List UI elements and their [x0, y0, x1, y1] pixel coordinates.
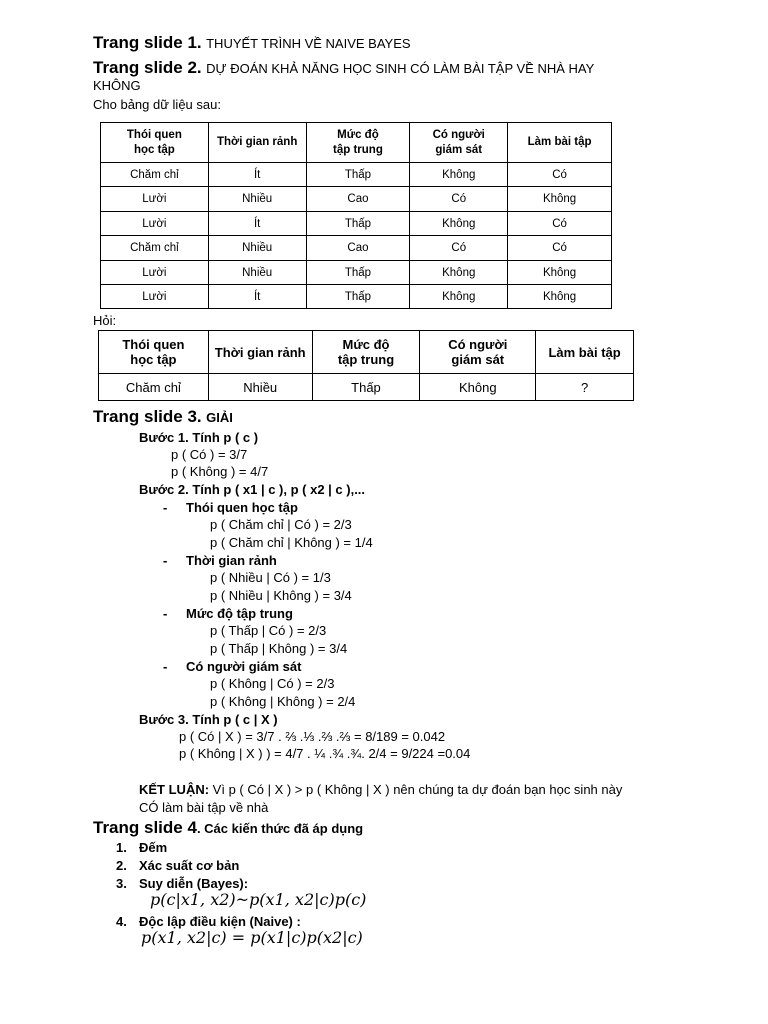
bullet-dash: - [163, 606, 168, 621]
slide3-heading [93, 407, 233, 427]
conclusion-text-cont: CÓ làm bài tập về nhà [139, 800, 269, 815]
column-header-text: Thói quen [122, 337, 185, 352]
table-cell: Có [410, 187, 508, 212]
table-row [101, 285, 612, 309]
column-header [306, 123, 410, 163]
table-row [101, 212, 612, 236]
item-number: 2. [116, 858, 127, 873]
table-cell: Cao [306, 236, 410, 261]
item-number: 3. [116, 876, 127, 891]
step1-line: p ( Có ) = 3/7 [171, 447, 248, 462]
column-header-text: học tập [133, 143, 175, 156]
table-cell: Không [508, 261, 612, 285]
column-header [410, 123, 508, 163]
table-cell: Ít [208, 163, 306, 187]
table-cell: Không [420, 374, 536, 401]
column-header [420, 331, 536, 374]
slide2-label: Trang slide 2. [93, 58, 202, 77]
table-row [101, 261, 612, 285]
group-name: Mức độ tập trung [186, 606, 293, 621]
table-cell: Thấp [306, 212, 410, 236]
training-data-table [100, 122, 612, 309]
prob-line: p ( Không | Có ) = 2/3 [210, 676, 335, 691]
question-label: Hỏi: [93, 313, 117, 328]
table-cell: Không [508, 285, 612, 309]
group-name: Thói quen học tập [186, 500, 298, 515]
item-number: 4. [116, 914, 127, 929]
prob-line: p ( Không | Không ) = 2/4 [210, 694, 356, 709]
column-header [101, 123, 209, 163]
column-header-text: học tập [130, 352, 177, 367]
conclusion [139, 781, 622, 798]
item-text: Xác suất cơ bản [139, 858, 240, 873]
group-name: Thời gian rảnh [186, 553, 277, 568]
step2-title: Bước 2. Tính p ( x1 | c ), p ( x2 | c ),... [139, 482, 366, 497]
table-cell: Thấp [306, 261, 410, 285]
table-cell: Không [410, 261, 508, 285]
table-cell: Không [508, 187, 612, 212]
table-cell: Nhiều [208, 236, 306, 261]
table-cell: Nhiều [208, 261, 306, 285]
slide3-label: Trang slide 3. [93, 407, 202, 426]
column-header-text: giám sát [451, 352, 505, 367]
table-row [101, 236, 612, 261]
column-header-text: Mức độ [337, 128, 379, 141]
column-header [208, 331, 312, 374]
column-header-text: giám sát [435, 143, 483, 156]
item-text: Đếm [139, 840, 168, 855]
naive-formula: p(x1, x2|c) = p(x1|c)p(x2|c) [141, 928, 363, 947]
slide1-label: Trang slide 1. [93, 33, 202, 52]
table-cell: Không [410, 285, 508, 309]
column-header-text: Có người [448, 337, 508, 352]
column-header-text: tập trung [337, 352, 395, 367]
table-cell: Ít [208, 212, 306, 236]
table-header-row [101, 123, 612, 163]
prob-line: p ( Thấp | Có ) = 2/3 [210, 623, 327, 638]
column-header-text: Thời gian rảnh [216, 136, 298, 148]
group-name: Có người giám sát [186, 659, 302, 674]
slide1-heading [93, 33, 411, 53]
slide2-intro: Cho bảng dữ liệu sau: [93, 97, 221, 112]
table-cell: Có [508, 163, 612, 187]
table-cell: Nhiều [208, 374, 312, 401]
table-cell: Lười [101, 212, 209, 236]
column-header-text: tập trung [333, 143, 383, 156]
slide4-heading [93, 818, 363, 838]
table-cell: Thấp [306, 163, 410, 187]
slide2-heading [93, 58, 594, 78]
prob-line: p ( Nhiều | Có ) = 1/3 [210, 570, 331, 585]
table-cell: Ít [208, 285, 306, 309]
table-cell: Lười [101, 285, 209, 309]
posterior-line: p ( Có | X ) = 3/7 . ⅔ .⅓ .⅔ .⅔ = 8/189 = 0.042 [179, 729, 446, 744]
step3-title: Bước 3. Tính p ( c | X ) [139, 712, 278, 727]
prob-line: p ( Chăm chỉ | Không ) = 1/4 [210, 535, 373, 550]
prob-line: p ( Chăm chỉ | Có ) = 2/3 [210, 517, 352, 532]
table-cell: ? [536, 374, 634, 401]
table-cell: Lười [101, 187, 209, 212]
column-header-text: Thói quen [126, 128, 182, 141]
table-cell: Nhiều [208, 187, 306, 212]
step1-title: Bước 1. Tính p ( c ) [139, 430, 259, 445]
bullet-dash: - [163, 659, 168, 674]
step1-line: p ( Không ) = 4/7 [171, 464, 269, 479]
table-cell: Có [508, 212, 612, 236]
slide4-label: Trang slide 4 [93, 818, 197, 837]
column-header-text: Có người [432, 128, 485, 141]
table-cell: Lười [101, 261, 209, 285]
slide3-title: GIẢI [206, 410, 233, 425]
item-text: Suy diễn (Bayes): [139, 876, 249, 891]
item-text: Độc lập điều kiện (Naive) : [139, 914, 301, 929]
table-cell: Có [508, 236, 612, 261]
bullet-dash: - [163, 553, 168, 568]
table-row [101, 187, 612, 212]
item-number: 1. [116, 840, 127, 855]
table-row [101, 163, 612, 187]
column-header-text: Làm bài tập [527, 136, 592, 148]
column-header-text: Mức độ [342, 337, 390, 352]
query-table [98, 330, 634, 401]
bayes-formula: p(c|x1, x2)~p(x1, x2|c)p(c) [150, 890, 367, 909]
column-header-text: Làm bài tập [548, 344, 621, 360]
table-cell: Thấp [306, 285, 410, 309]
table-cell: Thấp [312, 374, 420, 401]
column-header [208, 123, 306, 163]
conclusion-label: KẾT LUẬN: [139, 782, 210, 797]
column-header [99, 331, 209, 374]
column-header [508, 123, 612, 163]
slide2-title: DỰ ĐOÁN KHẢ NĂNG HỌC SINH CÓ LÀM BÀI TẬP VỀ NHÀ HAY [206, 61, 595, 76]
table-cell: Chăm chỉ [101, 236, 209, 261]
table-cell: Cao [306, 187, 410, 212]
table-cell: Có [410, 236, 508, 261]
table-cell: Không [410, 163, 508, 187]
query-header-row [99, 331, 634, 374]
table-cell: Chăm chỉ [101, 163, 209, 187]
column-header [312, 331, 420, 374]
table-cell: Chăm chỉ [99, 374, 209, 401]
prob-line: p ( Thấp | Không ) = 3/4 [210, 641, 348, 656]
posterior-line: p ( Không | X ) ) = 4/7 . ¼ .¾ .¾. 2/4 = 9/224 =0.04 [179, 746, 471, 761]
conclusion-text: Vì p ( Có | X ) > p ( Không | X ) nên chúng ta dự đoán bạn học sinh này [212, 782, 623, 797]
slide4-title: . Các kiến thức đã áp dụng [196, 821, 364, 836]
table-cell: Không [410, 212, 508, 236]
prob-line: p ( Nhiều | Không ) = 3/4 [210, 588, 352, 603]
slide1-title: THUYẾT TRÌNH VỀ NAIVE BAYES [206, 36, 411, 51]
slide2-title-cont: KHÔNG [93, 78, 141, 93]
column-header-text: Thời gian rảnh [214, 344, 306, 360]
bullet-dash: - [163, 500, 168, 515]
column-header [536, 331, 634, 374]
table-row [99, 374, 634, 401]
